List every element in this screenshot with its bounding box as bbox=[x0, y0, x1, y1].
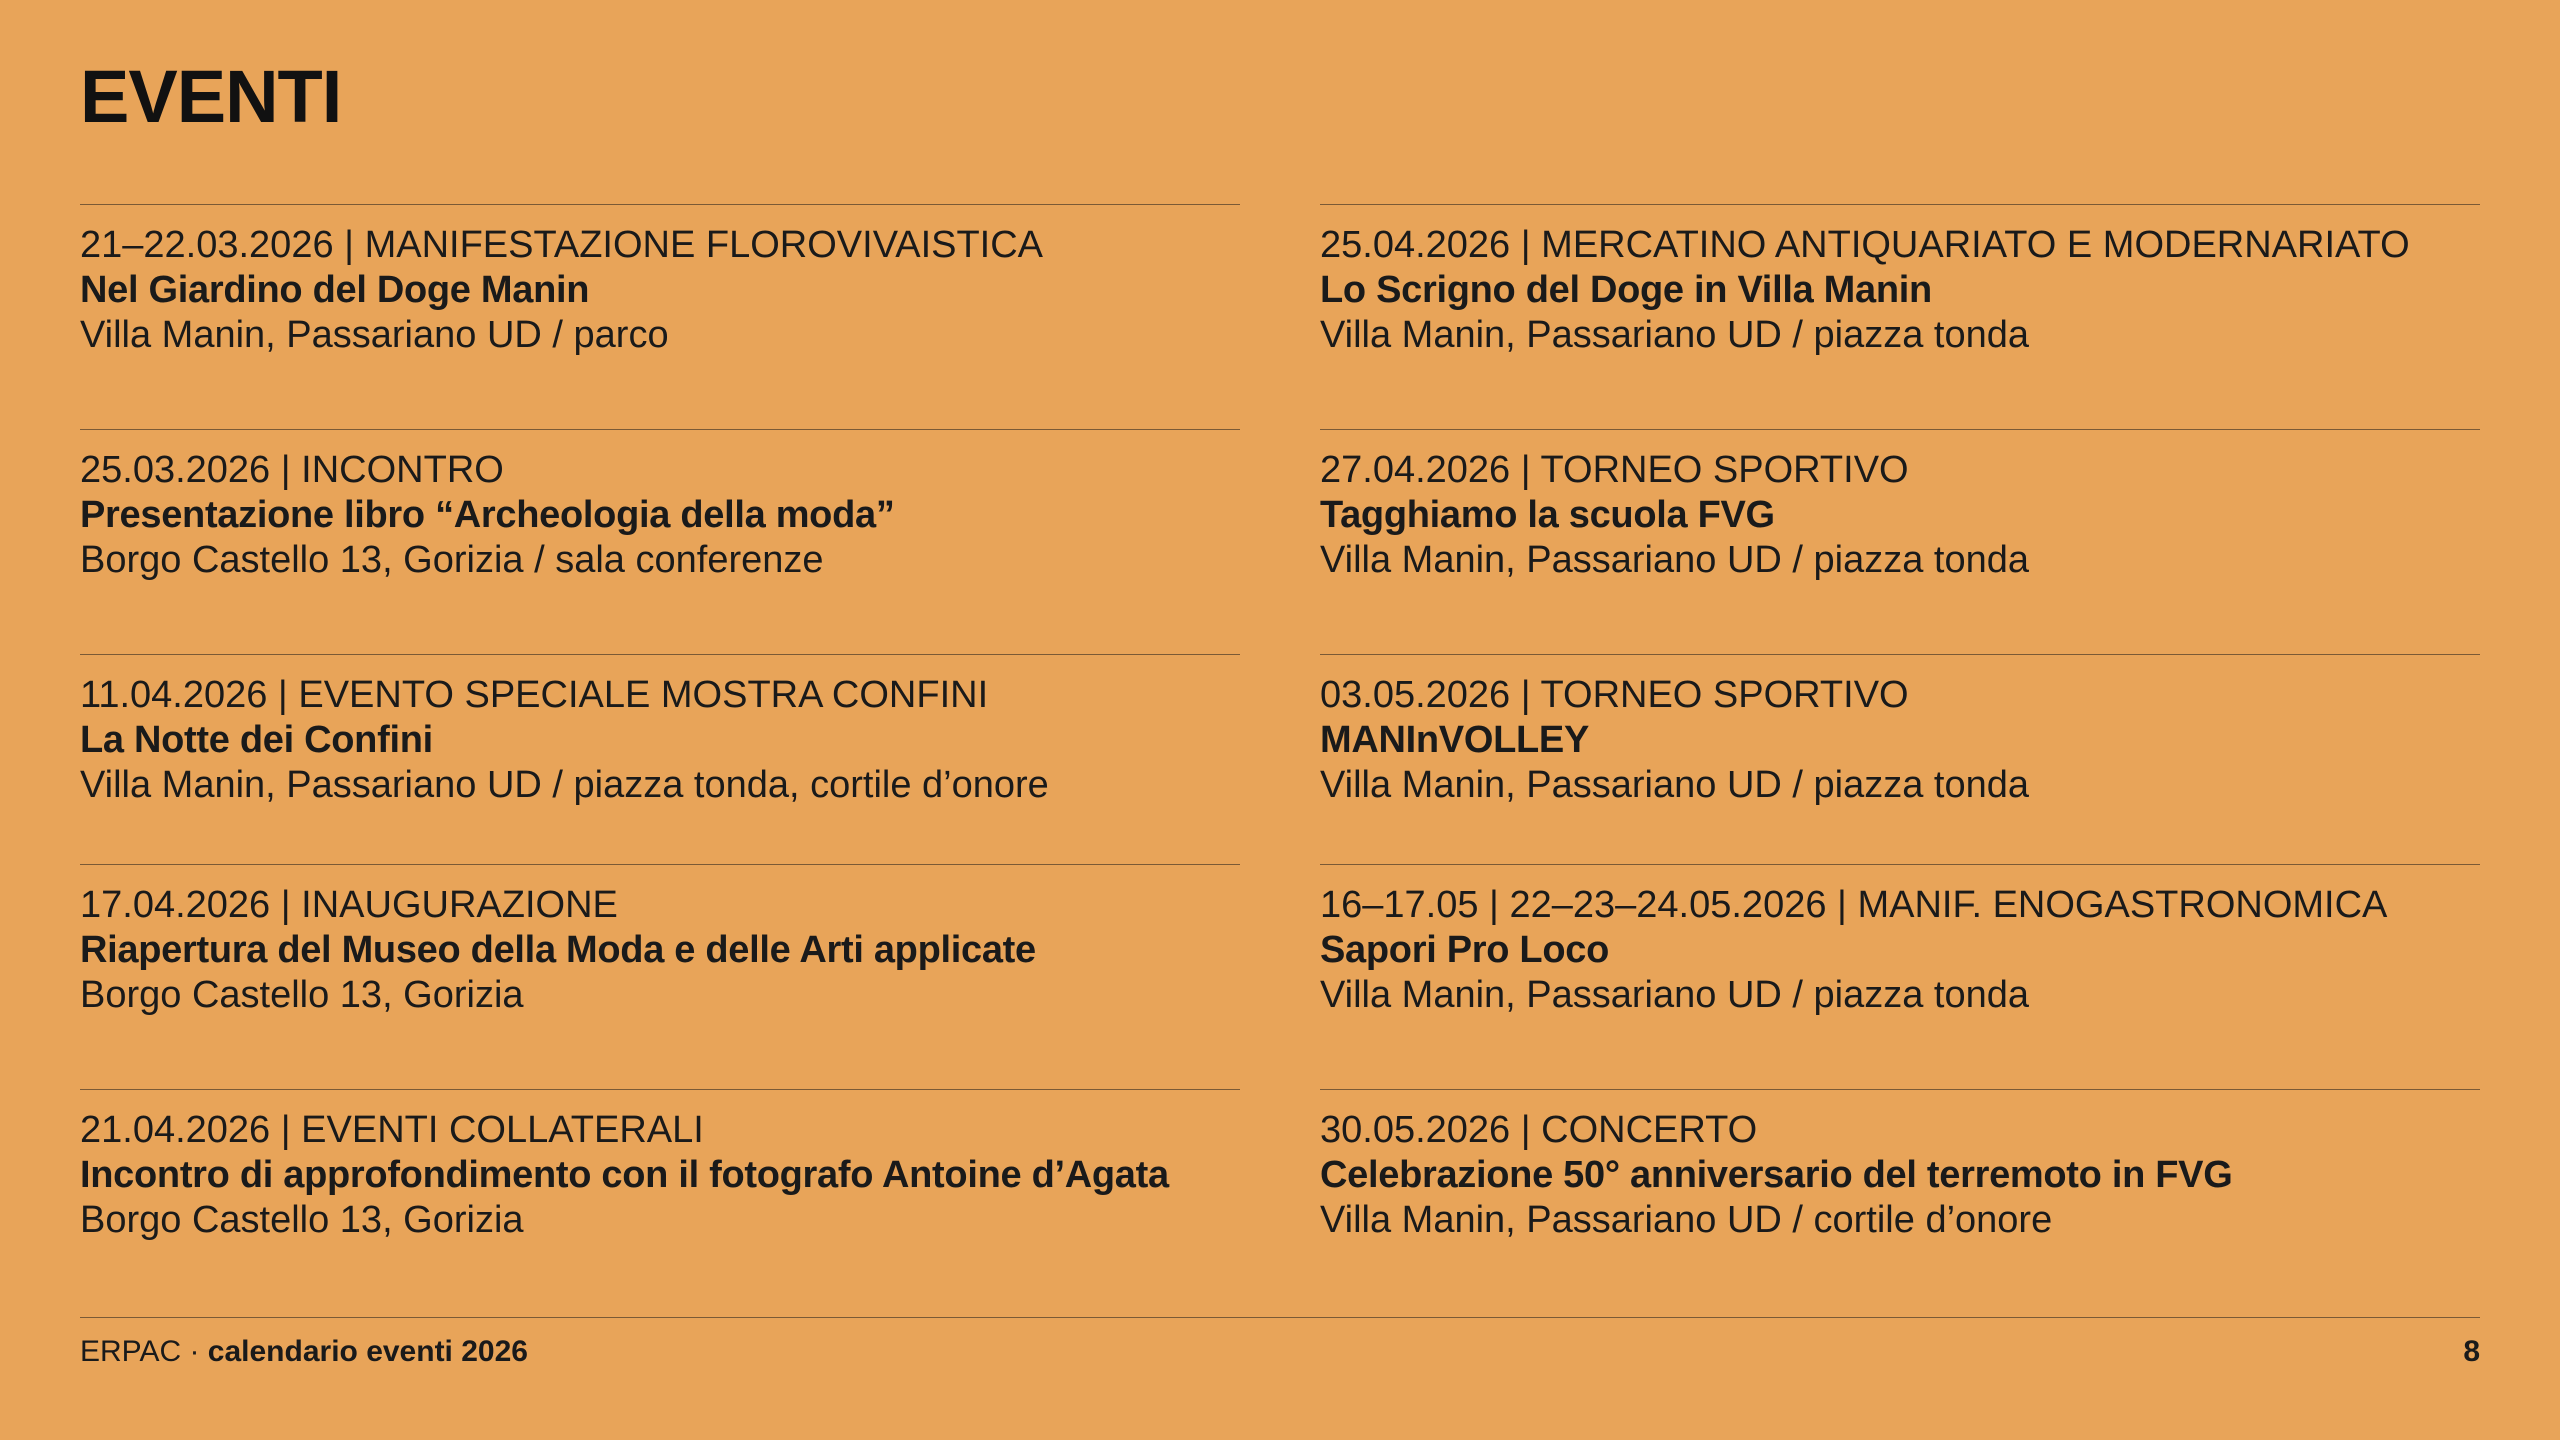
event-title: La Notte dei Confini bbox=[80, 719, 433, 761]
event-title: Tagghiamo la scuola FVG bbox=[1320, 494, 1775, 536]
event-venue: Borgo Castello 13, Gorizia / sala conferenze bbox=[80, 539, 824, 581]
event-venue: Villa Manin, Passariano UD / piazza tonda bbox=[1320, 539, 2030, 581]
event-date-category: 16–17.05 | 22–23–24.05.2026 | MANIF. ENOGASTRONOMICA bbox=[1320, 884, 2388, 926]
event-item bbox=[80, 429, 1240, 654]
events-grid bbox=[80, 204, 2480, 1314]
event-date-category: 27.04.2026 | TORNEO SPORTIVO bbox=[1320, 449, 1909, 491]
event-item bbox=[1320, 429, 2480, 654]
event-item bbox=[1320, 654, 2480, 864]
event-title: Nel Giardino del Doge Manin bbox=[80, 269, 590, 311]
events-column-left bbox=[80, 204, 1240, 1314]
page-title: EVENTI bbox=[80, 55, 342, 138]
event-item bbox=[80, 864, 1240, 1089]
event-title: Lo Scrigno del Doge in Villa Manin bbox=[1320, 269, 1932, 311]
event-venue: Villa Manin, Passariano UD / piazza tonda, cortile d’onore bbox=[80, 764, 1049, 806]
event-date-category: 17.04.2026 | INAUGURAZIONE bbox=[80, 884, 618, 926]
event-date-category: 25.03.2026 | INCONTRO bbox=[80, 449, 504, 491]
page-number: 8 bbox=[2463, 1335, 2480, 1368]
event-title: MANInVOLLEY bbox=[1320, 719, 1590, 761]
event-item bbox=[1320, 204, 2480, 429]
event-date-category: 30.05.2026 | CONCERTO bbox=[1320, 1109, 1758, 1151]
event-venue: Villa Manin, Passariano UD / piazza tonda bbox=[1320, 764, 2030, 806]
footer-org: ERPAC · bbox=[80, 1335, 208, 1368]
event-venue: Villa Manin, Passariano UD / piazza tonda bbox=[1320, 314, 2030, 356]
event-date-category: 21–22.03.2026 | MANIFESTAZIONE FLOROVIVAISTICA bbox=[80, 224, 1044, 266]
event-item bbox=[80, 204, 1240, 429]
event-date-category: 21.04.2026 | EVENTI COLLATERALI bbox=[80, 1109, 704, 1151]
events-column-right bbox=[1320, 204, 2480, 1314]
event-title: Incontro di approfondimento con il fotografo Antoine d’Agata bbox=[80, 1154, 1169, 1196]
event-venue: Villa Manin, Passariano UD / parco bbox=[80, 314, 669, 356]
event-title: Presentazione libro “Archeologia della moda” bbox=[80, 494, 895, 536]
event-date-category: 25.04.2026 | MERCATINO ANTIQUARIATO E MODERNARIATO bbox=[1320, 224, 2410, 266]
event-venue: Villa Manin, Passariano UD / piazza tonda bbox=[1320, 974, 2030, 1016]
footer-document-title: calendario eventi 2026 bbox=[207, 1335, 528, 1368]
event-item bbox=[80, 1089, 1240, 1314]
event-date-category: 11.04.2026 | EVENTO SPECIALE MOSTRA CONFINI bbox=[80, 674, 989, 716]
event-date-category: 03.05.2026 | TORNEO SPORTIVO bbox=[1320, 674, 1909, 716]
event-item bbox=[80, 654, 1240, 864]
event-venue: Villa Manin, Passariano UD / cortile d’onore bbox=[1320, 1199, 2053, 1241]
page-footer bbox=[80, 1317, 2480, 1372]
event-title: Celebrazione 50° anniversario del terremoto in FVG bbox=[1320, 1154, 2233, 1196]
event-venue: Borgo Castello 13, Gorizia bbox=[80, 974, 524, 1016]
event-venue: Borgo Castello 13, Gorizia bbox=[80, 1199, 524, 1241]
footer-document-label bbox=[80, 1332, 528, 1372]
event-title: Riapertura del Museo della Moda e delle Arti applicate bbox=[80, 929, 1036, 971]
event-item bbox=[1320, 864, 2480, 1089]
event-title: Sapori Pro Loco bbox=[1320, 929, 1609, 971]
event-item bbox=[1320, 1089, 2480, 1314]
